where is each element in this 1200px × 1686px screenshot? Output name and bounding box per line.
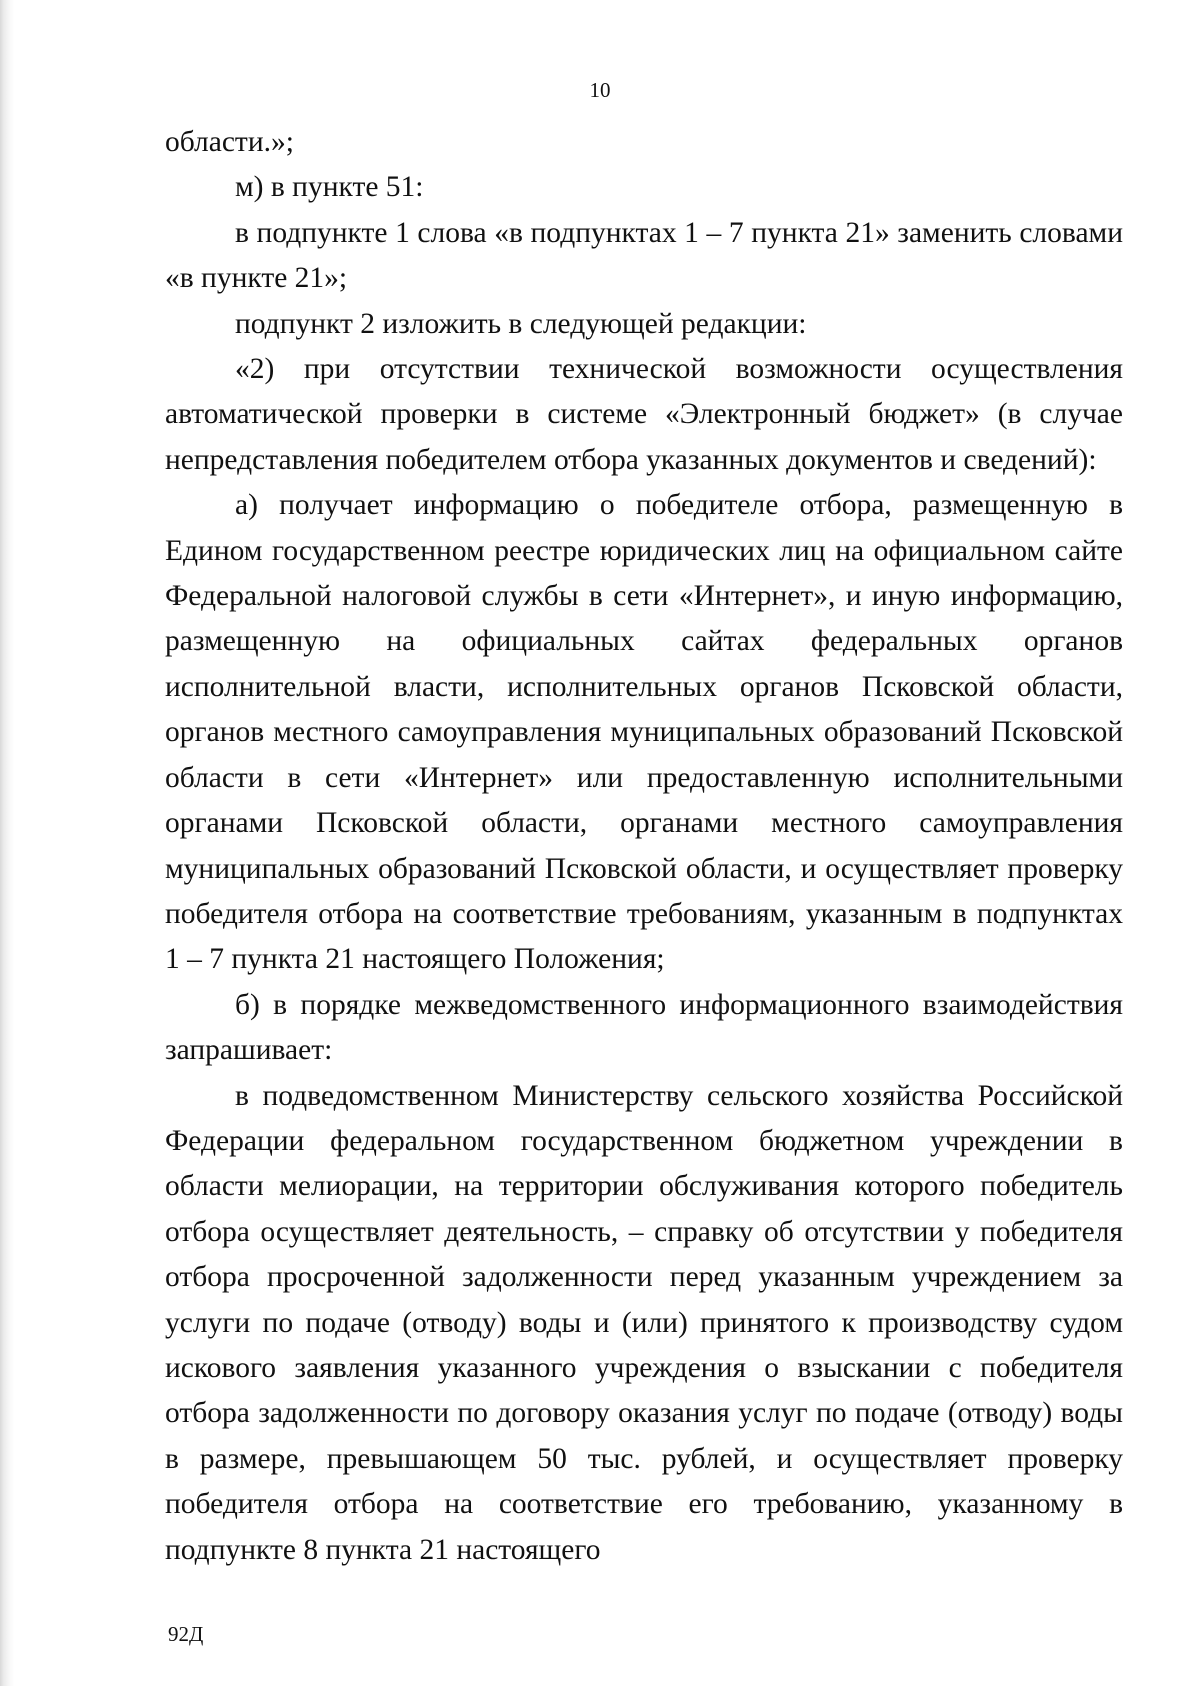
paragraph-continuation: области.»; <box>165 126 294 158</box>
document-body <box>165 120 1123 1573</box>
paragraph-item-a: а) получает информацию о победителе отбора, размещенную в Едином государственном реестре юридических лиц на официальном сайте Федеральной налоговой службы в сети «Интернет», и иную информацию, размещенную на официальных сайтах федеральных органов исполнительной власти, исполнительных органов Псковской области, органов местного самоуправления муниципальных образований Псковской области в сети «Интернет» или предоставленную исполнительными органами Псковской области, органами местного самоуправления муниципальных образований Псковской области, и осуществляет проверку победителя отбора на соответствие требованиям, указанным в подпунктах 1 – 7 пункта 21 настоящего Положения; <box>165 489 1123 976</box>
paragraph-melioration-request: в подведомственном Министерству сельского хозяйства Российской Федерации федеральном государственном бюджетном учреждении в области мелиорации, на территории обслуживания которого победитель отбора осуществляет деятельность, – справку об отсутствии у победителя отбора просроченной задолженности перед указанным учреждением за услуги по подаче (отводу) воды и (или) принятого к производству судом искового заявления указанного учреждения о взыскании с победителя отбора задолженности по договору оказания услуг по подаче (отводу) воды в размере, превышающем 50 тыс. рублей, и осуществляет проверку победителя отбора на соответствие его требованию, указанному в подпункте 8 пункта 21 настоящего <box>165 1079 1123 1566</box>
page-number: 10 <box>589 78 611 102</box>
paragraph-subitem-2-intro: подпункт 2 изложить в следующей редакции: <box>235 307 807 340</box>
paragraph-item-b: б) в порядке межведомственного информационного взаимодействия запрашивает: <box>165 988 1123 1067</box>
paragraph-subitem-1-amendment: в подпункте 1 слова «в подпунктах 1 – 7 пункта 21» заменить словами «в пункте 21»; <box>165 216 1123 295</box>
paragraph-subitem-2-text: «2) при отсутствии технической возможности осуществления автоматической проверки в системе «Электронный бюджет» (в случае непредставления победителем отбора указанных документов и сведений): <box>165 353 1123 476</box>
paragraph-item-m: м) в пункте 51: <box>235 171 424 204</box>
scan-edge <box>0 0 14 1686</box>
document-code: 92Д <box>168 1622 204 1646</box>
